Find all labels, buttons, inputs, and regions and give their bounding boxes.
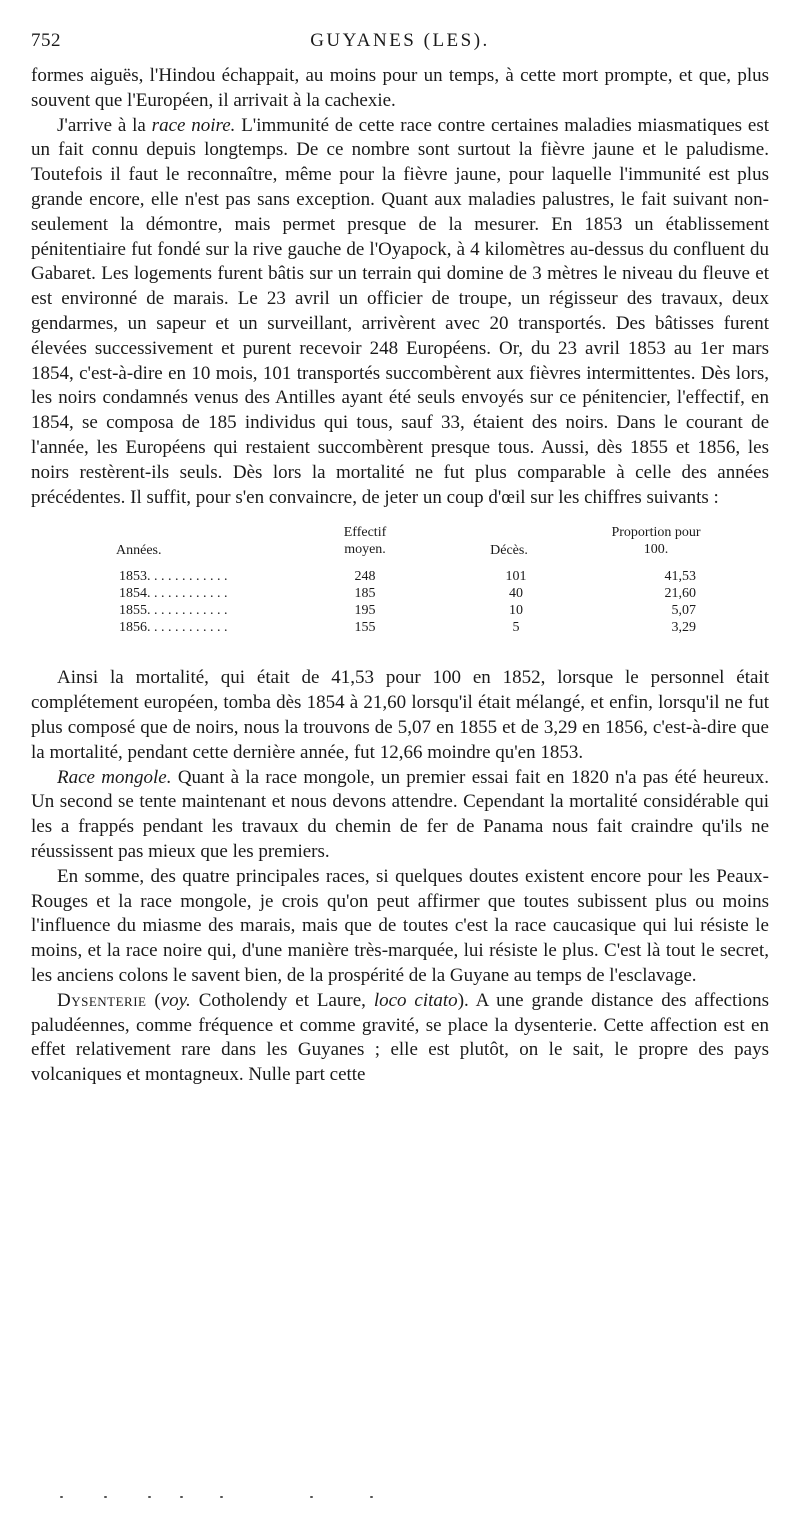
header-effectif: Effectif moyen.: [343, 525, 387, 558]
cell-proportion: 3,29: [671, 620, 696, 636]
running-title: GUYANES (LES).: [310, 30, 490, 51]
paragraph-hindou: formes aiguës, l'Hindou échappait, au moins pour un temps, à cette mort prompte, et que, plus souvent que l'Européen, il arrivait à la cachexie.: [31, 65, 769, 111]
paragraph-race-mongole: [31, 766, 769, 865]
table-row: [31, 602, 769, 619]
cell-effectif: 155: [354, 620, 376, 636]
mortality-table: [31, 524, 769, 636]
table-header: [31, 524, 769, 568]
cell-proportion: 21,60: [664, 586, 696, 602]
cell-year: 1853. . . . . . . . . . . .: [119, 569, 228, 585]
cell-deces: 5: [512, 620, 520, 636]
dysenterie-body: ). A une grande distance des affections paludéennes, comme fréquence et comme gravité, se place la dysenterie. Cette affection est en effet relativement rare dans les Guyanes ; elle est plutôt, on le sait, le propre des pays volcaniques et montagneux. Nulle part cette: [31, 989, 770, 1086]
speck: [220, 1496, 223, 1498]
race-mongole-body: Quant à la race mongole, un premier essai fait en 1820 n'a pas été heureux. Un second se tente maintenant et nous devons attendre. Cependant la mortalité considérable qui les a frappés pendant les travaux du chemin de fer de Panama nous fait craindre qu'ils ne réussissent pas mieux que les premiers.: [31, 766, 770, 862]
dysenterie-authors: Cotholendy et Laure,: [190, 989, 374, 1011]
cell-deces: 101: [505, 569, 527, 585]
table-row: [31, 568, 769, 585]
race-noire-heading: race noire.: [151, 114, 236, 136]
page-header: [31, 30, 769, 64]
race-noire-intro: J'arrive à la: [57, 114, 152, 136]
speck: [180, 1496, 183, 1498]
speck: [310, 1496, 313, 1498]
speck: [104, 1496, 107, 1498]
cell-deces: 40: [509, 586, 523, 602]
header-years: Années.: [116, 543, 162, 559]
paragraph-en-somme: En somme, des quatre principales races, si quelques doutes existent encore pour les Peaux-Rouges et la race mongole, je crois qu'on peut affirmer que toutes subissent plus ou moins l'influence du miasme des marais, mais que de toutes c'est la race caucasique qui lui résiste le moins, et la race noire qui, d'une manière très-marquée, lui résiste le plus. C'est là tout le secret, les anciens colons le savent bien, de la prospérité de la Guyane au temps de l'esclavage.: [31, 865, 769, 986]
cell-deces: 10: [509, 603, 523, 619]
speck: [370, 1496, 373, 1498]
race-noire-body: L'immunité de cette race contre certaines maladies miasmatiques est un fait connu depuis longtemps. De ce nombre sont surtout la fièvre jaune et le paludisme. Toutefois il faut le reconnaître, même pour la fièvre jaune, pour laquelle l'immunité est plus grande encore, elle n'est pas sans exception. Quant aux maladies palustres, le fait suivant non-seulement la démontre, mais permet presque de la mesurer. En 1853 un établissement pénitentiaire fut fondé sur la rive gauche de l'Oyapock, à 4 kilomètres au-dessus du confluent du Gabaret. Les logements furent bâtis sur un terrain qui domine de 3 mètres le niveau du fleuve et est environné de marais. Le 23 avril un officier de troupe, un régisseur des travaux, deux gendarmes, un sapeur et un surveillant, arrivèrent avec 20 transportés. Des bâtisses furent élevées successivement et purent recevoir 248 Européens. Or, du 23 avril 1853 au 1er mars 1854, c'est-à-dire en 10 mois, 101 transportés succombèrent aux fièvres intermittentes. Dès lors, les noirs condamnés venus des Antilles ayant été seuls envoyés sur ce pénitencier, l'effectif, en 1854, se composa de 185 individus qui tous, sauf 33, étaient des noirs. Dans le courant de l'année, les Européens qui restaient succombèrent presque tous. Aussi, dès 1855 et 1856, les noirs restèrent-ils seuls. Dès lors la mortalité ne fut plus comparable à celle des années précédentes. Il suffit, pour s'en convaincre, de jeter un coup d'œil sur les chiffres suivants :: [31, 114, 769, 508]
header-deces: Décès.: [490, 543, 528, 559]
dysenterie-heading: Dysenterie: [57, 989, 147, 1011]
cell-year: 1856. . . . . . . . . . . .: [119, 620, 228, 636]
page: [31, 30, 769, 1088]
paragraph-dysenterie: [31, 989, 769, 1088]
dysenterie-paren: (: [146, 989, 161, 1011]
speck: [60, 1496, 63, 1498]
paragraph-race-noire: [31, 114, 769, 511]
table-row: [31, 619, 769, 636]
cell-proportion: 41,53: [664, 569, 696, 585]
cell-year: 1855. . . . . . . . . . . .: [119, 603, 228, 619]
dysenterie-loco-citato: loco citato: [373, 989, 458, 1011]
cell-effectif: 248: [354, 569, 376, 585]
cell-effectif: 185: [354, 586, 376, 602]
table-row: [31, 585, 769, 602]
cell-effectif: 195: [354, 603, 376, 619]
header-proportion: Proportion pour 100.: [611, 525, 701, 558]
cell-proportion: 5,07: [671, 603, 696, 619]
dysenterie-voy: voy.: [160, 989, 191, 1011]
speck: [148, 1496, 151, 1498]
race-mongole-heading: Race mongole.: [57, 766, 172, 788]
paragraph-mortality-summary: Ainsi la mortalité, qui était de 41,53 pour 100 en 1852, lorsque le personnel était complétement européen, tomba dès 1854 à 21,60 lorsqu'il était mélangé, et enfin, lorsqu'il ne fut plus composé que de noirs, nous la trouvons de 5,07 en 1855 et de 3,29 en 1856, c'est-à-dire que la mortalité, pendant cette dernière année, fut 12,66 moindre qu'en 1853.: [31, 667, 769, 763]
page-number: 752: [31, 30, 61, 51]
cell-year: 1854. . . . . . . . . . . .: [119, 586, 228, 602]
page-specks: [60, 1496, 400, 1502]
